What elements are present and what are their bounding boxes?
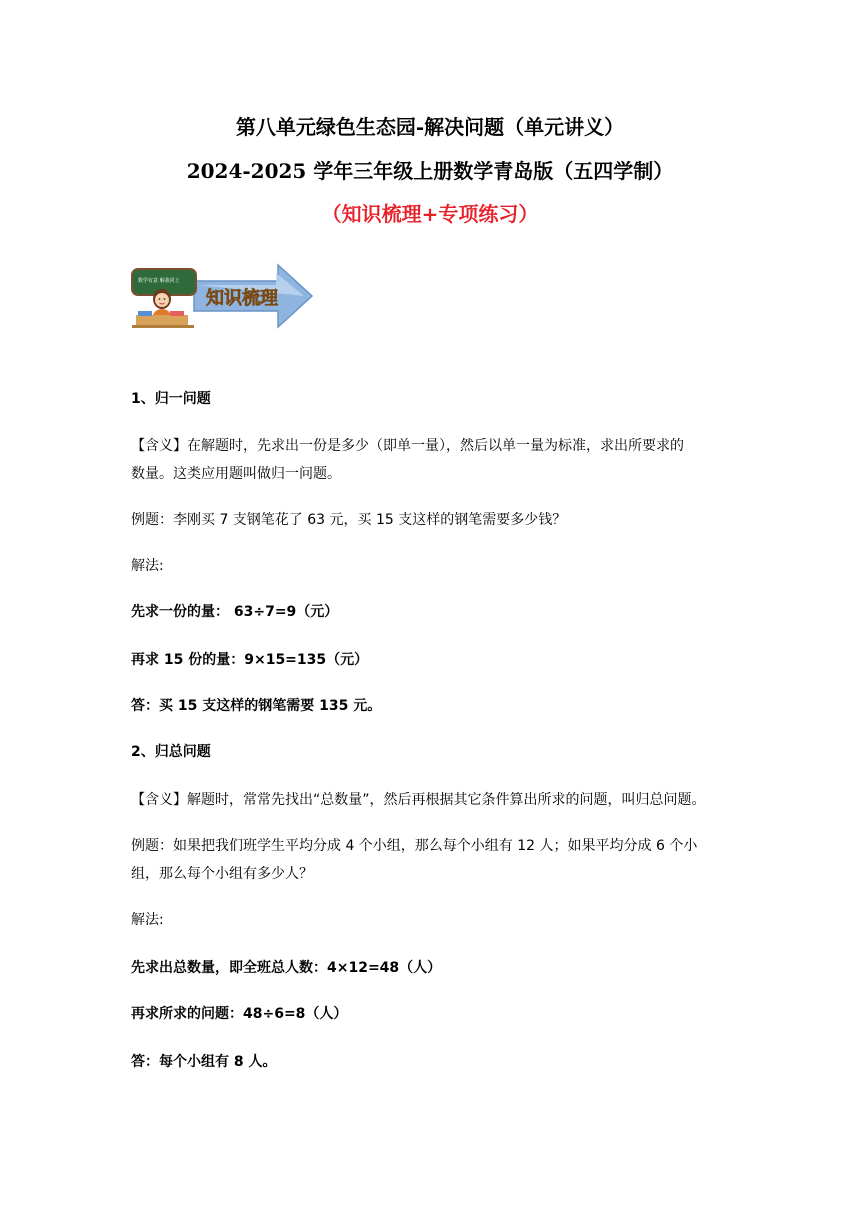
section1-step2: 再求 15 份的量：9×15=135（元） xyxy=(131,652,369,668)
teacher-chalkboard-icon xyxy=(130,263,316,329)
section2-step2: 再求所求的问题：48÷6=8（人） xyxy=(131,1006,348,1022)
section2-example-line2: 组，那么每个小组有多少人？ xyxy=(131,866,313,882)
section2-step1: 先求出总数量，即全班总人数：4×12=48（人） xyxy=(131,960,442,976)
section1-heading: 1、归一问题 xyxy=(131,391,211,407)
section2-meaning: 【含义】解题时，常常先找出“总数量”，然后再根据其它条件算出所求的问题，叫归总问题。 xyxy=(131,792,706,808)
section2-example-line1: 例题：如果把我们班学生平均分成 4 个小组，那么每个小组有 12 人；如果平均分成 6 个小 xyxy=(131,838,698,854)
banner-label: 知识梳理 xyxy=(206,288,278,309)
section2-solution-label: 解法: xyxy=(131,912,164,928)
knowledge-summary-banner xyxy=(130,263,316,329)
section1-step1: 先求一份的量： 63÷7=9（元） xyxy=(131,604,339,620)
section1-example: 例题：李刚买 7 支钢笔花了 63 元，买 15 支这样的钢笔需要多少钱？ xyxy=(131,512,567,528)
chalkboard-text: 数学有意 解我同上 xyxy=(138,278,180,284)
section1-solution-label: 解法: xyxy=(131,558,164,574)
section1-meaning-line2: 数量。这类应用题叫做归一问题。 xyxy=(131,466,341,482)
document-tagline: （知识梳理+专项练习） xyxy=(321,202,539,226)
section2-heading: 2、归总问题 xyxy=(131,744,211,760)
section2-answer: 答：每个小组有 8 人。 xyxy=(131,1054,277,1070)
section1-meaning-line1: 【含义】在解题时，先求出一份是多少（即单一量），然后以单一量为标准，求出所要求的 xyxy=(131,438,684,454)
document-title: 第八单元绿色生态园-解决问题（单元讲义） xyxy=(235,115,625,139)
section1-answer: 答：买 15 支这样的钢笔需要 135 元。 xyxy=(131,698,382,714)
document-subtitle: 2024-2025 学年三年级上册数学青岛版（五四学制） xyxy=(186,159,674,183)
